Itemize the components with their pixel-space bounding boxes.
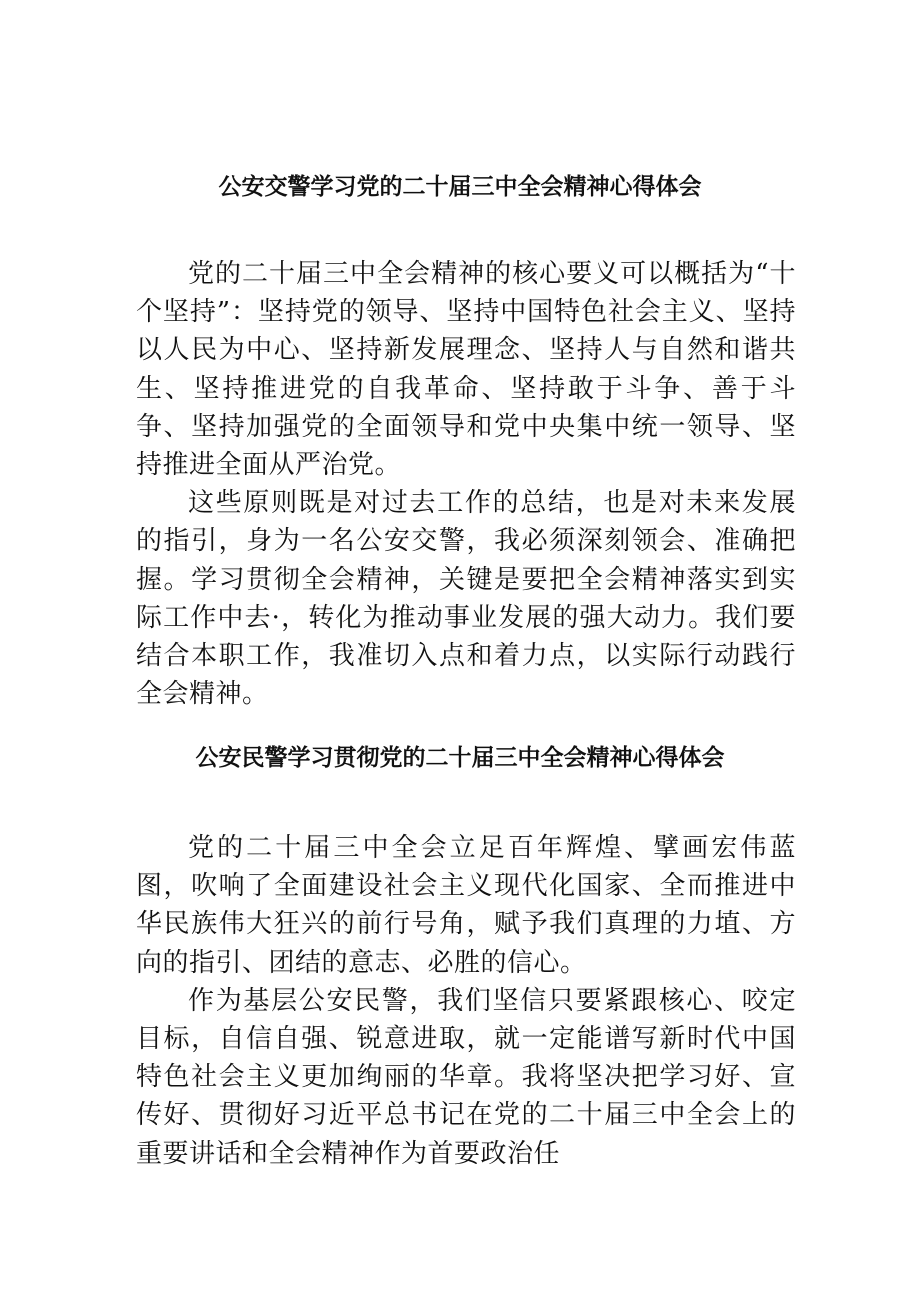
article-1-body bbox=[136, 255, 796, 713]
article-1-paragraph-1: 党的二十届三中全会精神的核心要义可以概括为“十个坚持”：坚持党的领导、坚持中国特色社会主义、坚持以人民为中心、坚持新发展理念、坚持人与自然和谐共生、坚持推进党的自我革命、坚持敢于斗争、善于斗争、坚持加强党的全面领导和党中央集中统一领导、坚持推进全面从严治党。 bbox=[136, 259, 796, 481]
article-2-paragraph-1: 党的二十届三中全会立足百年辉煌、擘画宏伟蓝图，吹响了全面建设社会主义现代化国家、全而推进中华民族伟大狂兴的前行号角，赋予我们真理的力埴、方向的指引、团结的意志、必胜的信心。 bbox=[136, 833, 796, 978]
article-2-title: 公安民警学习贯彻党的二十届三中全会精神心得体会 bbox=[195, 745, 725, 771]
article-1-paragraph-2: 这些原则既是对过去工作的总结，也是对未来发展的指引，身为一名公安交警，我必须深刻领会、准确把握。学习贯彻全会精神，关键是要把全会精神落实到实际工作中去·，转化为推动事业发展的强大动力。我们要结合本职工作，我准切入点和着力点，以实际行动践行全会精神。 bbox=[136, 488, 796, 710]
article-2-paragraph-2: 作为基层公安民警，我们坚信只要紧跟核心、咬定目标，自信自强、锐意进取，就一定能谱写新时代中国特色社会主义更加绚丽的华章。我将坚决把学习好、宣传好、贯彻好习近平总书记在党的二十届三中全会上的重要讲话和全会精神作为首要政治任 bbox=[136, 985, 796, 1169]
article-1-title: 公安交警学习党的二十届三中全会精神心得体会 bbox=[218, 174, 702, 200]
article-2-body bbox=[136, 829, 796, 1173]
